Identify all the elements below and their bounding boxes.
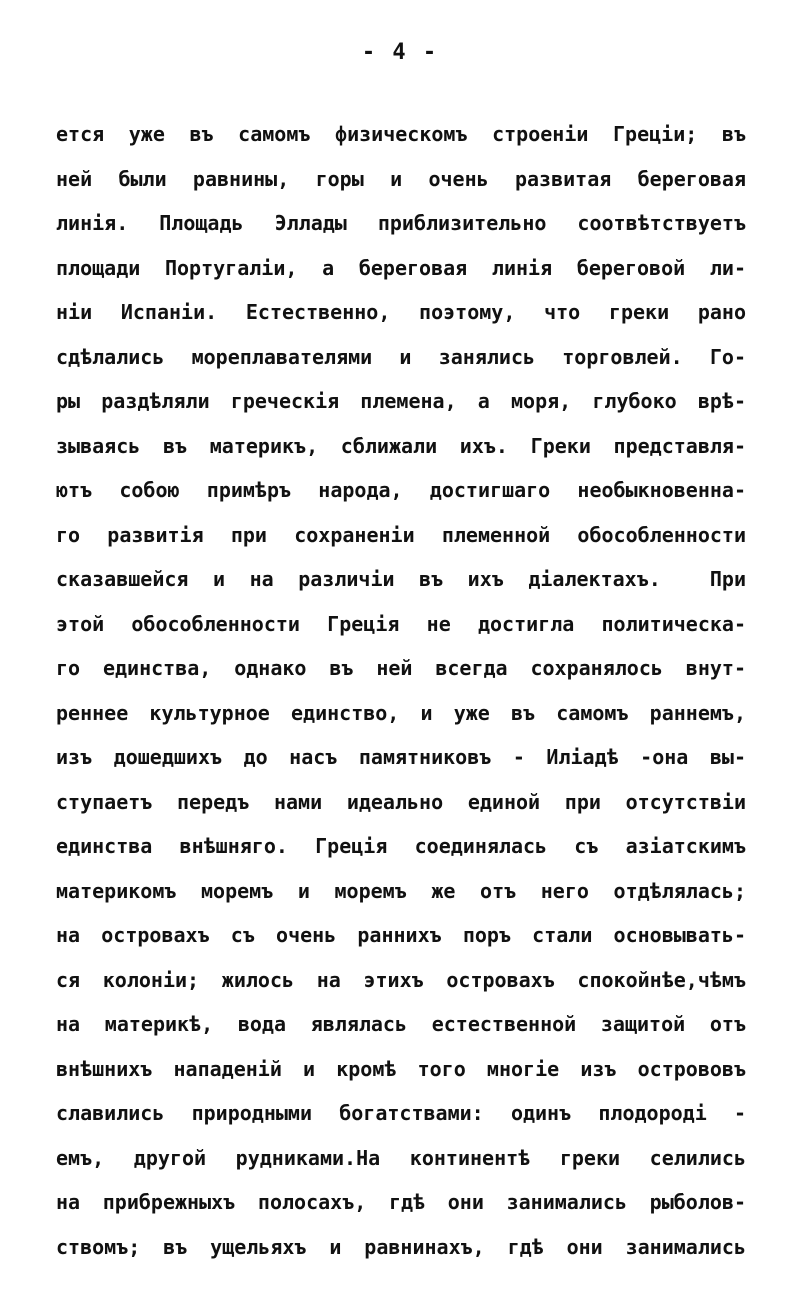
text-line: ней были равнины, горы и очень развитая береговая — [56, 166, 746, 191]
text-line: внѣшнихъ нападенiй и кромѣ того многiе изъ острововъ — [56, 1056, 746, 1081]
text-line: площади Португалiи, а береговая линiя береговой ли- — [56, 255, 746, 280]
text-line: ютъ собою примѣръ народа, достигшаго необыкновенна- — [56, 478, 746, 502]
body-text — [56, 112, 746, 1269]
text-line: ступаетъ передъ нами идеально единой при отсутствiи — [56, 789, 746, 814]
text-line: ры раздѣляли греческiя племена, а моря, глубоко врѣ- — [56, 389, 746, 413]
text-line: на материкѣ, вода являлась естественной защитой отъ — [56, 1012, 746, 1036]
text-line: на островахъ съ очень раннихъ поръ стали основывать- — [56, 923, 746, 947]
text-line: емъ, другой рудниками.На континентѣ греки селились — [56, 1145, 746, 1170]
text-line: нiи Испанiи. Естественно, поэтому, что греки рано — [56, 300, 746, 324]
text-line: на прибрежныхъ полосахъ, гдѣ они занимались рыболов- — [56, 1190, 746, 1214]
text-line: ся колонiи; жилось на этихъ островахъ спокойнѣе,чѣмъ — [56, 967, 746, 992]
text-line: ется уже въ самомъ физическомъ строенiи Грецiи; въ — [56, 122, 746, 146]
text-line: го развитiя при сохраненiи племенной обособленности — [56, 522, 746, 547]
text-line: сказавшейся и на различiи въ ихъ дiалектахъ. При — [56, 567, 746, 591]
page-number: - 4 - — [361, 40, 439, 65]
text-line: материкомъ моремъ и моремъ же отъ него отдѣлялась; — [56, 878, 746, 903]
text-line: славились природными богатствами: одинъ плодородi - — [56, 1101, 746, 1125]
text-line: реннее культурное единство, и уже въ самомъ раннемъ, — [56, 700, 746, 725]
text-line: линiя. Площадь Эллады приблизительно соотвѣтствуетъ — [56, 211, 746, 235]
text-line: го единства, однако въ ней всегда сохранялось внут- — [56, 656, 746, 680]
text-line: сдѣлались мореплавателями и занялись торговлей. Го- — [56, 344, 746, 369]
text-line: изъ дошедшихъ до насъ памятниковъ - Илiадѣ -она вы- — [56, 745, 746, 769]
text-line: зываясь въ материкъ, сближали ихъ. Греки представля- — [56, 433, 746, 458]
text-line: этой обособленности Грецiя не достигла политическа- — [56, 611, 746, 636]
text-line: единства внѣшняго. Грецiя соединялась съ азiатскимъ — [56, 834, 746, 858]
text-line: ствомъ; въ ущельяхъ и равнинахъ, гдѣ они занимались — [56, 1234, 746, 1259]
